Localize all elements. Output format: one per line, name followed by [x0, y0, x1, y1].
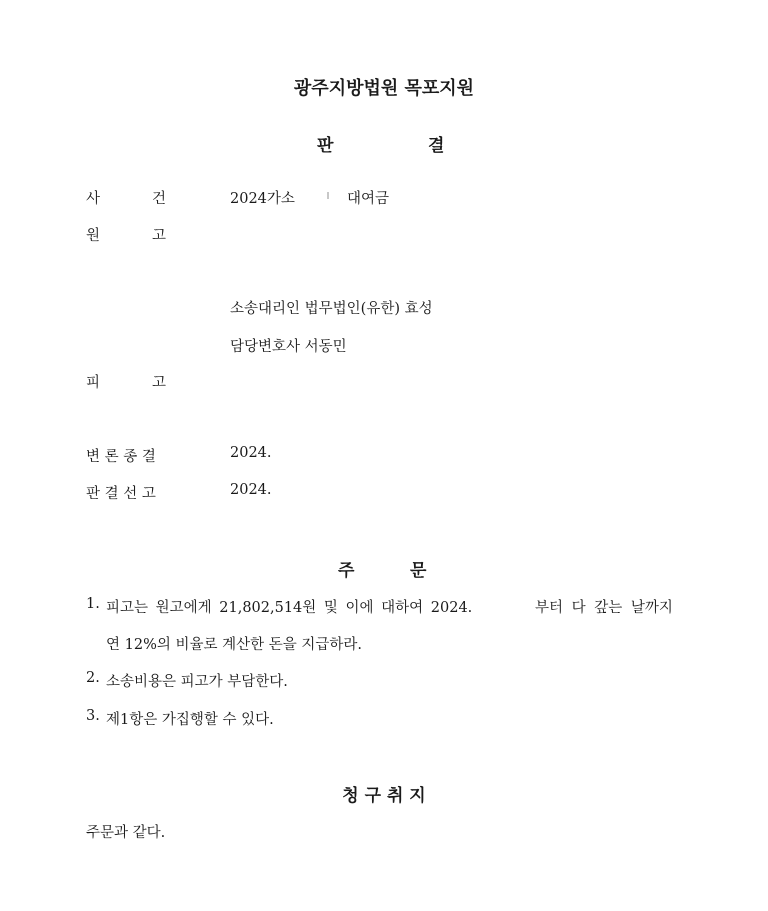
doc-title-right: 결 [428, 136, 445, 156]
closing-argument-label: 변 론 종 결 [86, 449, 156, 465]
case-name: 대여금 [347, 191, 390, 207]
judgment-date-value: 2024. [230, 482, 272, 498]
order-1-number: 1. [86, 596, 100, 612]
doc-title-left: 판 [317, 136, 334, 156]
judgment-date-label: 판 결 선 고 [86, 486, 156, 502]
claim-text: 주문과 같다. [86, 825, 166, 841]
plaintiff-label-left: 원 [86, 228, 101, 244]
case-number: 2024가소 [230, 191, 295, 207]
redaction-mark [327, 192, 329, 199]
claim-title: 청 구 취 지 [342, 786, 426, 806]
defendant-label-right: 고 [152, 375, 167, 391]
order-title-left: 주 [338, 561, 355, 581]
defendant-label-left: 피 [86, 375, 101, 391]
case-label-left: 사 [86, 191, 101, 207]
plaintiff-attorney: 소송대리인 법무법인(유한) 효성 [230, 301, 433, 317]
order-1-text-line2: 연 12%의 비율로 계산한 돈을 지급하라. [106, 637, 362, 653]
closing-argument-date: 2024. [230, 445, 272, 461]
plaintiff-lawyer: 담당변호사 서동민 [230, 339, 347, 355]
order-1-text-b: 부터 다 갚는 날까지 [535, 600, 673, 616]
order-2-text: 소송비용은 피고가 부담한다. [106, 674, 288, 690]
order-title-right: 문 [410, 561, 427, 581]
case-label-right: 건 [152, 191, 167, 207]
plaintiff-label-right: 고 [152, 228, 167, 244]
order-2-number: 2. [86, 670, 100, 686]
order-3-text: 제1항은 가집행할 수 있다. [106, 712, 274, 728]
court-name: 광주지방법원 목포지원 [293, 78, 475, 99]
order-1-text-a: 피고는 원고에게 21,802,514원 및 이에 대하여 2024. [106, 600, 473, 616]
order-3-number: 3. [86, 708, 100, 724]
